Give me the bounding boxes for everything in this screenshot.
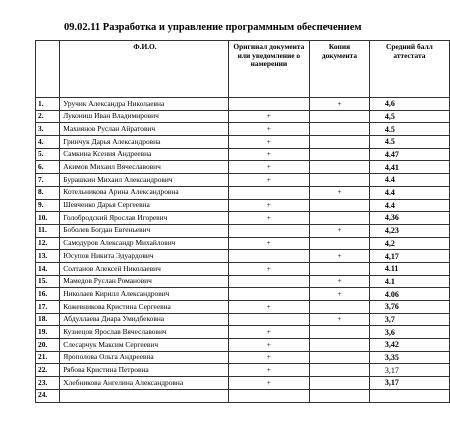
table-row <box>36 301 450 314</box>
row-number: 9. <box>36 199 60 212</box>
table-row <box>36 339 450 352</box>
table-row <box>36 161 450 174</box>
table-row <box>36 326 450 339</box>
table-header-row <box>36 41 450 98</box>
header-copy: Копия документа <box>310 41 370 98</box>
average-score: 4.06 <box>369 288 449 301</box>
original-mark <box>228 250 309 263</box>
average-score: 4.4 <box>369 174 449 187</box>
average-score: 4.4 <box>369 186 449 199</box>
row-number: 4. <box>36 136 60 149</box>
original-mark: + <box>228 326 309 339</box>
row-number: 22. <box>36 364 60 377</box>
original-mark <box>228 389 309 402</box>
applicant-name: Мамедов Руслан Романович <box>60 275 228 288</box>
average-score: 4,41 <box>369 161 449 174</box>
original-mark: + <box>228 110 309 123</box>
row-number: 17. <box>36 301 60 314</box>
row-number: 6. <box>36 161 60 174</box>
copy-mark <box>310 351 370 364</box>
copy-mark <box>310 339 370 352</box>
average-score: 4.5 <box>369 123 449 136</box>
row-number: 20. <box>36 339 60 352</box>
applicant-name: Хлебникова Ангелина Александровна <box>60 377 228 390</box>
average-score: 4.1 <box>369 275 449 288</box>
original-mark: + <box>228 364 309 377</box>
row-number: 15. <box>36 275 60 288</box>
copy-mark: + <box>310 186 370 199</box>
copy-mark <box>310 389 370 402</box>
table-row <box>36 199 450 212</box>
average-score: 3,7 <box>369 313 449 326</box>
original-mark: + <box>228 123 309 136</box>
row-number: 3. <box>36 123 60 136</box>
table-row <box>36 212 450 225</box>
applicant-name: Ярополова Ольга Андреевна <box>60 351 228 364</box>
applicant-name: Шевченко Дарья Сергеевна <box>60 199 228 212</box>
copy-mark: + <box>310 313 370 326</box>
applicant-name: Слесарчук Максим Сергеевич <box>60 339 228 352</box>
average-score: 4,6 <box>369 98 449 111</box>
applicant-name: Махиянов Руслан Айратович <box>60 123 228 136</box>
average-score: 4,23 <box>369 224 449 237</box>
average-score: 4,36 <box>369 212 449 225</box>
table-row <box>36 237 450 250</box>
row-number: 24. <box>36 389 60 402</box>
applicant-name: Рябова Кристина Петровна <box>60 364 228 377</box>
table-row <box>36 262 450 275</box>
average-score: 3,42 <box>369 339 449 352</box>
row-number: 1. <box>36 98 60 111</box>
average-score: 4,2 <box>369 237 449 250</box>
original-mark: + <box>228 237 309 250</box>
average-score: 3,17 <box>369 377 449 390</box>
applicant-name: Гринчук Дарья Александровна <box>60 136 228 149</box>
original-mark: + <box>228 148 309 161</box>
table-body <box>36 98 450 403</box>
average-score: 4.47 <box>369 148 449 161</box>
table-row <box>36 250 450 263</box>
copy-mark <box>310 212 370 225</box>
applicant-name: Самкина Ксения Андреевна <box>60 148 228 161</box>
original-mark: + <box>228 377 309 390</box>
table-row <box>36 123 450 136</box>
applicant-name: Акимов Михаил Вячеславович <box>60 161 228 174</box>
copy-mark: + <box>310 275 370 288</box>
header-score: Средний балл аттестата <box>369 41 449 98</box>
row-number: 5. <box>36 148 60 161</box>
table-row <box>36 377 450 390</box>
row-number: 16. <box>36 288 60 301</box>
applicants-table <box>35 40 450 403</box>
average-score: 3,76 <box>369 301 449 314</box>
table-row <box>36 98 450 111</box>
table-row <box>36 364 450 377</box>
original-mark: + <box>228 301 309 314</box>
header-original: Оригинал документа или уведомление о намерении <box>228 41 309 98</box>
original-mark: + <box>228 199 309 212</box>
applicant-name <box>60 389 228 402</box>
applicant-name: Николаев Кирилл Александрович <box>60 288 228 301</box>
copy-mark <box>310 161 370 174</box>
copy-mark <box>310 110 370 123</box>
applicant-name: Солтанов Алексей Николаевич <box>60 262 228 275</box>
row-number: 11. <box>36 224 60 237</box>
table-row <box>36 389 450 402</box>
original-mark: + <box>228 339 309 352</box>
copy-mark <box>310 174 370 187</box>
original-mark <box>228 275 309 288</box>
copy-mark: + <box>310 288 370 301</box>
copy-mark <box>310 301 370 314</box>
table-row <box>36 174 450 187</box>
row-number: 10. <box>36 212 60 225</box>
original-mark: + <box>228 174 309 187</box>
original-mark <box>228 186 309 199</box>
copy-mark <box>310 199 370 212</box>
row-number: 7. <box>36 174 60 187</box>
row-number: 21. <box>36 351 60 364</box>
row-number: 12. <box>36 237 60 250</box>
applicant-name: Самодуров Александр Михайлович <box>60 237 228 250</box>
original-mark: + <box>228 136 309 149</box>
header-num <box>36 41 60 98</box>
copy-mark: + <box>310 98 370 111</box>
copy-mark <box>310 377 370 390</box>
applicant-name: Кузнецов Ярослав Вячеславович <box>60 326 228 339</box>
copy-mark <box>310 326 370 339</box>
applicant-name: Котельникова Арина Александровна <box>60 186 228 199</box>
copy-mark <box>310 262 370 275</box>
document-heading: 09.02.11 Разработка и управление программным обеспечением <box>64 22 362 33</box>
applicant-name: Кожевникова Кристина Сергеевна <box>60 301 228 314</box>
table-row <box>36 110 450 123</box>
average-score: 3,6 <box>369 326 449 339</box>
table-row <box>36 224 450 237</box>
applicant-name: Голобродский Ярослав Игоревич <box>60 212 228 225</box>
applicant-name: Боболев Богдан Евгеньевич <box>60 224 228 237</box>
copy-mark <box>310 237 370 250</box>
original-mark <box>228 98 309 111</box>
copy-mark <box>310 123 370 136</box>
applicant-name: Уручик Александра Николаевна <box>60 98 228 111</box>
row-number: 23. <box>36 377 60 390</box>
average-score: 4,5 <box>369 110 449 123</box>
original-mark: + <box>228 161 309 174</box>
original-mark: + <box>228 351 309 364</box>
table-row <box>36 275 450 288</box>
copy-mark: + <box>310 250 370 263</box>
row-number: 8. <box>36 186 60 199</box>
row-number: 18. <box>36 313 60 326</box>
average-score <box>369 389 449 402</box>
original-mark: + <box>228 262 309 275</box>
average-score: 3,35 <box>369 351 449 364</box>
original-mark: + <box>228 212 309 225</box>
average-score: 4.11 <box>369 262 449 275</box>
original-mark <box>228 224 309 237</box>
average-score: 4.5 <box>369 136 449 149</box>
row-number: 19. <box>36 326 60 339</box>
copy-mark <box>310 364 370 377</box>
table-row <box>36 351 450 364</box>
table-row <box>36 148 450 161</box>
applicant-name: Бурашкин Михаил Александрович <box>60 174 228 187</box>
applicant-name: Лукониш Иван Владимирович <box>60 110 228 123</box>
row-number: 13. <box>36 250 60 263</box>
table-row <box>36 313 450 326</box>
original-mark <box>228 288 309 301</box>
average-score: 4.4 <box>369 199 449 212</box>
average-score: 4,17 <box>369 250 449 263</box>
header-name: Ф.И.О. <box>60 41 228 98</box>
copy-mark <box>310 136 370 149</box>
table-row <box>36 136 450 149</box>
applicant-name: Абдуллаева Диара Умидбековна <box>60 313 228 326</box>
table-row <box>36 186 450 199</box>
average-score: 3,17 <box>369 364 449 377</box>
copy-mark <box>310 148 370 161</box>
table-row <box>36 288 450 301</box>
row-number: 2. <box>36 110 60 123</box>
copy-mark: + <box>310 224 370 237</box>
original-mark <box>228 313 309 326</box>
applicant-name: Юсупов Никита Эдуардович <box>60 250 228 263</box>
row-number: 14. <box>36 262 60 275</box>
